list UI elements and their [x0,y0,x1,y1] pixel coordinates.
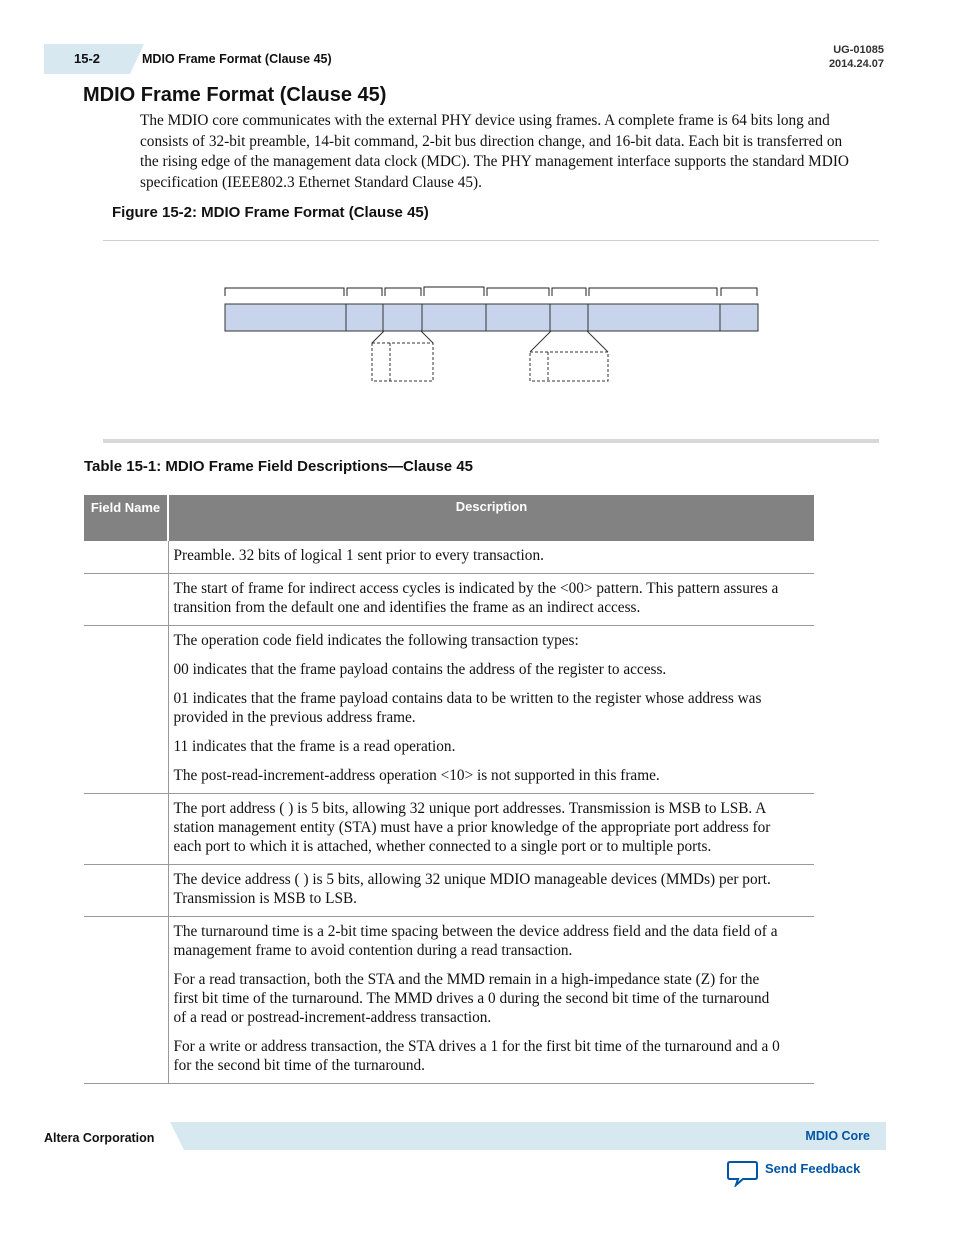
header-description: Description [168,495,814,541]
description-cell [168,865,814,917]
frame-format-diagram [0,0,954,460]
description-cell [168,626,814,794]
figure-caption: Figure 15-2: MDIO Frame Format (Clause 45) [112,204,429,221]
bracket-preamble [225,288,344,296]
description-paragraph: The port address ( ) is 5 bits, allowing 32 unique port addresses. Transmission is MSB to LSB. A station management entity (STA) must have a prior knowledge of the appropriate port address for each port to which it is attached, whether connected to a single port or to multiple ports. [173,800,771,855]
description-paragraph: The start of frame for indirect access cycles is indicated by the <00> pattern. This pattern assures a transition from the default one and identifies the frame as an indirect access. [173,580,779,616]
page-number: 15-2 [73,51,101,66]
field-name-cell [84,865,168,917]
footer-band [170,1122,886,1150]
doc-id: UG-01085 [833,44,884,56]
field-name-cell [84,541,168,574]
bracket-data [589,288,717,296]
send-feedback-label[interactable]: Send Feedback [765,1161,861,1176]
field-name-cell [84,794,168,865]
table-row [84,794,814,865]
description-paragraph: 00 indicates that the frame payload contains the address of the register to access. [173,661,667,678]
field-name-cell [84,917,168,1084]
ta-expansion-callout [530,331,608,381]
bracket-st [347,288,382,296]
table-row [84,574,814,626]
table-row [84,541,814,574]
bracket-devad [487,288,549,296]
description-paragraph: The device address ( ) is 5 bits, allowing 32 unique MDIO manageable devices (MMDs) per port. Transmission is MSB to LSB. [173,871,771,907]
table-row [84,917,814,1084]
table-row [84,626,814,794]
table-caption: Table 15-1: MDIO Frame Field Descriptions—Clause 45 [84,458,474,475]
op-expansion-callout [372,331,433,381]
field-name-cell [84,574,168,626]
description-paragraph: The turnaround time is a 2-bit time spacing between the device address field and the data field of a management frame to avoid contention during a read transaction. [173,923,778,959]
bracket-op [385,288,421,296]
section-title: MDIO Frame Format (Clause 45) [83,84,387,106]
header-field-name: Field Name [84,495,168,541]
running-title: MDIO Frame Format (Clause 45) [142,52,332,66]
description-paragraph: The post-read-increment-address operation <10> is not supported in this frame. [173,767,660,784]
description-cell [168,794,814,865]
description-paragraph: 01 indicates that the frame payload contains data to be written to the register whose address was provided in the previous address frame. [173,690,762,726]
frame-bar-rect [225,304,758,331]
description-paragraph: 11 indicates that the frame is a read operation. [173,738,456,755]
description-paragraph: Preamble. 32 bits of logical 1 sent prior to every transaction. [173,547,544,564]
description-paragraph: The operation code field indicates the following transaction types: [173,632,579,649]
speech-bubble-icon [727,1159,759,1187]
footer-chapter-link[interactable]: MDIO Core [805,1129,870,1143]
bracket-ta [552,288,586,296]
segment-brackets [225,287,757,296]
bracket-idle [721,288,757,296]
description-cell [168,541,814,574]
description-cell [168,917,814,1084]
intro-paragraph: The MDIO core communicates with the external PHY device using frames. A complete frame is 64 bits long and consists of 32-bit preamble, 14-bit command, 2-bit bus direction change, and 16-bit data. Each bit is transferred on the rising edge of the management data clock (MDC). The PHY management interface supports the standard MDIO specification (IEEE802.3 Ethernet Standard Clause 45). [140,112,849,192]
table-row [84,865,814,917]
frame-bar [225,304,758,331]
description-paragraph: For a write or address transaction, the STA drives a 1 for the first bit time of the turnaround and a 0 for the second bit time of the turnaround. [173,1038,780,1074]
field-name-cell [84,626,168,794]
description-paragraph: For a read transaction, both the STA and the MMD remain in a high-impedance state (Z) for the first bit time of the turnaround. The MMD drives a 0 during the second bit time of the turnaround of a read or postread-increment-address transaction. [173,971,770,1026]
table-header-row [84,495,814,541]
figure-bottom-rule [103,439,879,443]
bracket-prtad [424,287,484,296]
footer-company: Altera Corporation [44,1131,155,1145]
doc-date: 2014.24.07 [828,58,884,70]
field-descriptions-table [84,495,814,1084]
description-cell [168,574,814,626]
table-body [84,541,814,1084]
